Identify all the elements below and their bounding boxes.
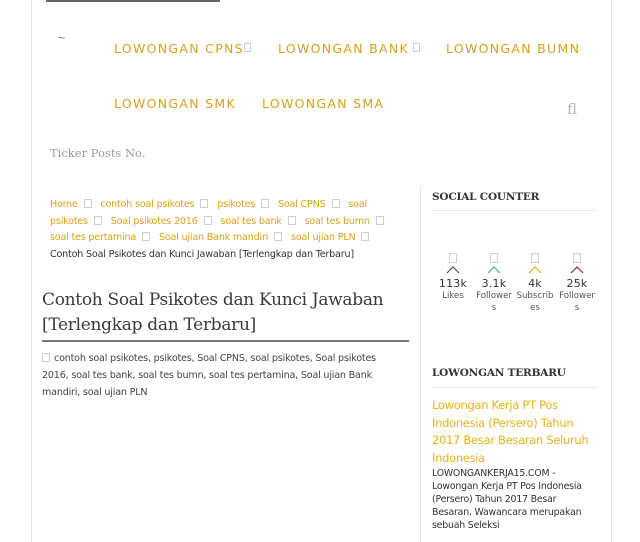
- counter-facebook[interactable]: [433, 253, 473, 302]
- counter-count: 3.1k: [481, 277, 507, 290]
- youtube-icon: [531, 253, 539, 263]
- sidebar-divider: [420, 186, 421, 542]
- counter-count: 25k: [566, 277, 588, 290]
- counter-instagram[interactable]: [557, 253, 597, 314]
- nav-dropdown-icon: [413, 43, 420, 52]
- breadcrumb: [50, 197, 400, 263]
- widget-divider: [432, 210, 598, 211]
- breadcrumb-item[interactable]: contoh soal psikotes: [100, 199, 195, 210]
- breadcrumb-current: Contoh Soal Psikotes dan Kunci Jawaban [Terlengkap dan Terbaru]: [50, 248, 354, 260]
- counter-twitter[interactable]: [474, 253, 514, 314]
- breadcrumb-item[interactable]: Soal CPNS: [277, 199, 326, 210]
- post-title: Contoh Soal Psikotes dan Kunci Jawaban [Terlengkap dan Terbaru]: [42, 290, 384, 335]
- tag-icon: [42, 353, 50, 362]
- breadcrumb-item[interactable]: Soal psikotes 2016: [110, 215, 198, 227]
- breadcrumb-item[interactable]: soal tes bank: [220, 215, 282, 227]
- counter-label: Followers: [476, 291, 512, 313]
- nav-item-lowongan-sma[interactable]: LOWONGAN SMA: [262, 96, 385, 111]
- chevron-up-icon: [528, 266, 542, 274]
- latest-post-excerpt: LOWONGANKERJA15.COM - Lowongan Kerja PT Pos Indonesia (Persero) Tahun 2017 Besar Besaran. Wawancara merupakan sebuah Seleksi: [432, 468, 582, 531]
- separator-icon: [361, 232, 369, 241]
- nav-item-lowongan-cpns[interactable]: LOWONGAN CPNS: [114, 41, 244, 56]
- separator-icon: [94, 216, 102, 225]
- breadcrumb-item[interactable]: soal ujian PLN: [291, 232, 356, 243]
- breadcrumb-item[interactable]: soal tes bumn: [304, 215, 370, 227]
- breadcrumb-home[interactable]: Home: [50, 199, 78, 210]
- search-icon[interactable]: fl: [567, 100, 578, 118]
- breadcrumb-item[interactable]: soal psikotes: [50, 199, 367, 227]
- separator-icon: [288, 216, 296, 225]
- counter-count: 4k: [528, 277, 542, 290]
- separator-icon: [376, 216, 384, 225]
- counter-label: Subscribes: [516, 291, 554, 313]
- nav-item-lowongan-bank[interactable]: LOWONGAN BANK: [278, 41, 410, 56]
- post-tags: [42, 350, 402, 401]
- facebook-icon: [449, 253, 457, 263]
- nav-item-lowongan-smk[interactable]: LOWONGAN SMK: [114, 96, 236, 111]
- instagram-icon: [573, 253, 581, 263]
- post-tags-list[interactable]: contoh soal psikotes, psikotes, Soal CPNS, soal psikotes, Soal psikotes 2016, soal tes bank, soal tes bumn, soal tes pertamina, Soal ujian Bank mandiri, soal ujian PLN: [42, 353, 376, 398]
- counter-label: Likes: [442, 291, 464, 301]
- breadcrumb-item[interactable]: Soal ujian Bank mandiri: [158, 232, 269, 243]
- breadcrumb-item[interactable]: psikotes: [217, 199, 256, 210]
- title-divider: [42, 340, 409, 342]
- separator-icon: [261, 199, 269, 208]
- counter-label: Followers: [559, 291, 595, 313]
- latest-jobs-title: LOWONGAN TERBARU: [432, 367, 566, 379]
- separator-icon: [84, 199, 92, 208]
- separator-icon: [332, 199, 340, 208]
- counter-youtube[interactable]: [515, 253, 555, 314]
- widget-divider: [432, 387, 598, 388]
- latest-post-link[interactable]: Lowongan Kerja PT Pos Indonesia (Persero) Tahun 2017 Besar Besaran Seluruh Indonesia: [432, 398, 589, 465]
- nav-dropdown-icon: [244, 43, 251, 52]
- menu-toggle-icon[interactable]: ~: [57, 31, 67, 44]
- twitter-icon: [490, 253, 498, 263]
- ticker-posts-label: Ticker Posts No.: [50, 146, 146, 160]
- separator-icon: [200, 199, 208, 208]
- chevron-up-icon: [487, 266, 501, 274]
- chevron-up-icon: [570, 266, 584, 274]
- nav-item-lowongan-bumn[interactable]: LOWONGAN BUMN: [446, 41, 581, 56]
- separator-icon: [204, 216, 212, 225]
- social-counter-title: SOCIAL COUNTER: [432, 191, 540, 203]
- chevron-up-icon: [446, 266, 460, 274]
- breadcrumb-item[interactable]: soal tes pertamina: [50, 232, 137, 243]
- top-bar: [46, 0, 220, 2]
- separator-icon: [274, 232, 282, 241]
- counter-count: 113k: [438, 277, 468, 290]
- separator-icon: [142, 232, 150, 241]
